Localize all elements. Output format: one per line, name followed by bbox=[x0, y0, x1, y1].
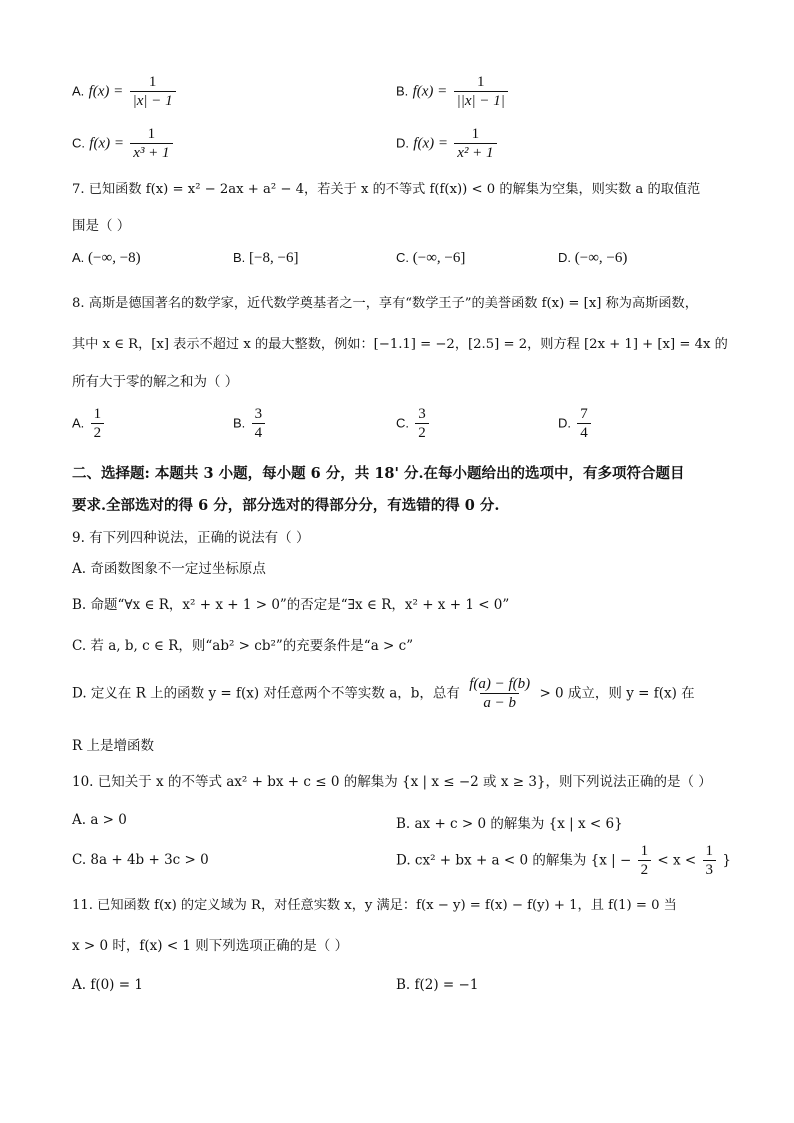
option-text: (−∞, −8) bbox=[88, 250, 141, 266]
q9-option-b: B. 命题“∀x ∈ R，x² + x + 1 > 0”的否定是“∃x ∈ R，x² + x + 1 < 0” bbox=[72, 597, 510, 613]
option-label: A. bbox=[72, 415, 85, 431]
q11-stem-line1: 11. 已知函数 f(x) 的定义域为 R，对任意实数 x，y 满足：f(x − y) = f(x) − f(y) + 1，且 f(1) = 0 当 bbox=[72, 898, 677, 913]
fraction-numerator: 1 bbox=[705, 843, 714, 859]
option-label: D. bbox=[558, 250, 571, 265]
q8-stem-line2: 其中 x ∈ R，[x] 表示不超过 x 的最大整数，例如：[−1.1] = −2，[2.5] = 2，则方程 [2x + 1] + [x] = 4x 的 bbox=[72, 337, 728, 352]
option-text: (−∞, −6) bbox=[574, 250, 628, 266]
option-text: < x < bbox=[657, 852, 697, 869]
option-fraction bbox=[577, 406, 591, 442]
fraction-numerator: 1 bbox=[476, 74, 485, 90]
option-fraction bbox=[130, 74, 176, 110]
option-label: A. bbox=[72, 250, 85, 265]
q10-option-a: A. a > 0 bbox=[72, 812, 127, 828]
fraction-denominator: 2 bbox=[415, 423, 429, 442]
option-label: C. bbox=[396, 415, 409, 431]
q11-option-b: B. f(2) = −1 bbox=[396, 977, 479, 993]
fraction-denominator: x³ + 1 bbox=[130, 143, 172, 162]
fraction-numerator: 1 bbox=[640, 843, 649, 859]
fraction-numerator: 3 bbox=[254, 406, 263, 422]
option-fraction bbox=[454, 74, 508, 110]
q10-option-b: B. ax + c > 0 的解集为 {x | x < 6} bbox=[396, 816, 623, 832]
option-fraction bbox=[638, 843, 652, 879]
option-label: B. bbox=[396, 83, 409, 99]
fraction-numerator: 3 bbox=[418, 406, 426, 422]
q9-option-c: C. 若 a, b, c ∈ R，则“ab² > cb²”的充要条件是“a > c” bbox=[72, 638, 414, 654]
q7-option-b bbox=[233, 250, 298, 267]
option-text: D. cx² + bx + a < 0 的解集为 {x | − bbox=[396, 852, 632, 869]
fraction-numerator: 1 bbox=[147, 126, 156, 142]
option-text: (−∞, −6] bbox=[412, 250, 466, 266]
q7-option-a bbox=[72, 250, 141, 267]
q7-option-d bbox=[558, 250, 627, 267]
q6-option-b bbox=[396, 74, 510, 110]
option-text: D. 定义在 R 上的函数 y = f(x) 对任意两个不等实数 a，b，总有 bbox=[72, 685, 460, 702]
option-label: A. bbox=[72, 83, 85, 99]
fraction-denominator: 4 bbox=[252, 423, 266, 442]
q9-option-a: A. 奇函数图象不一定过坐标原点 bbox=[72, 561, 266, 577]
option-text: } bbox=[722, 852, 731, 869]
option-lhs: f(x) = bbox=[413, 135, 448, 152]
fraction-numerator: 1 bbox=[148, 74, 157, 90]
option-fraction bbox=[703, 843, 717, 879]
option-label: C. bbox=[72, 135, 85, 151]
fraction-numerator: 7 bbox=[580, 406, 588, 422]
q9-option-d bbox=[72, 676, 695, 712]
q9-option-d-line2: R 上是增函数 bbox=[72, 738, 154, 754]
fraction-denominator: a − b bbox=[480, 693, 519, 712]
fraction-denominator: |x| − 1 bbox=[130, 91, 176, 110]
section-header-line2: 要求.全部选对的得 6 分，部分选对的得部分分，有选错的得 0 分. bbox=[72, 497, 500, 514]
q6-option-a bbox=[72, 74, 178, 110]
q8-option-a bbox=[72, 406, 106, 442]
section-header-line1: 二、选择题: 本题共 3 小题，每小题 6 分，共 18' 分.在每小题给出的选项中，有多项符合题目 bbox=[72, 465, 685, 482]
q7-stem-line2: 围是（ ） bbox=[72, 218, 131, 234]
q8-option-c bbox=[396, 406, 431, 442]
q6-option-d bbox=[396, 126, 499, 162]
q8-stem-line3: 所有大于零的解之和为（ ） bbox=[72, 374, 239, 390]
option-lhs: f(x) = bbox=[88, 83, 124, 100]
option-fraction bbox=[130, 126, 172, 162]
q10-option-c: C. 8a + 4b + 3c > 0 bbox=[72, 852, 209, 868]
fraction-numerator: 1 bbox=[93, 406, 102, 422]
option-fraction bbox=[454, 126, 496, 162]
q6-option-c bbox=[72, 126, 175, 162]
fraction-denominator: ||x| − 1| bbox=[454, 91, 508, 110]
q10-option-d bbox=[396, 843, 731, 879]
fraction-denominator: 2 bbox=[91, 423, 105, 442]
difference-quotient-fraction bbox=[466, 676, 533, 712]
fraction-numerator: f(a) − f(b) bbox=[469, 676, 531, 692]
option-text: > 0 成立，则 y = f(x) 在 bbox=[539, 685, 695, 702]
option-lhs: f(x) = bbox=[89, 135, 124, 152]
fraction-denominator: x² + 1 bbox=[454, 143, 496, 162]
q8-option-d bbox=[558, 406, 593, 442]
fraction-denominator: 3 bbox=[703, 860, 717, 879]
q7-stem-line1: 7. 已知函数 f(x) = x² − 2ax + a² − 4，若关于 x 的不等式 f(f(x)) < 0 的解集为空集，则实数 a 的取值范 bbox=[72, 182, 701, 197]
q9-stem: 9. 有下列四种说法，正确的说法有（ ） bbox=[72, 530, 310, 546]
option-label: C. bbox=[396, 250, 409, 265]
q10-stem: 10. 已知关于 x 的不等式 ax² + bx + c ≤ 0 的解集为 {x | x ≤ −2 或 x ≥ 3}，则下列说法正确的是（ ） bbox=[72, 774, 712, 790]
q8-option-b bbox=[233, 406, 267, 442]
option-fraction bbox=[91, 406, 105, 442]
q8-stem-line1: 8. 高斯是德国著名的数学家，近代数学奠基者之一，享有“数学王子”的美誉函数 f(x) = [x] 称为高斯函数， bbox=[72, 296, 698, 311]
option-label: D. bbox=[558, 415, 571, 431]
q11-option-a: A. f(0) = 1 bbox=[72, 977, 143, 993]
q7-option-c bbox=[396, 250, 465, 267]
q11-stem-line2: x > 0 时，f(x) < 1 则下列选项正确的是（ ） bbox=[72, 938, 349, 954]
option-label: B. bbox=[233, 250, 246, 265]
fraction-denominator: 2 bbox=[638, 860, 652, 879]
option-label: B. bbox=[233, 415, 246, 431]
option-fraction bbox=[252, 406, 266, 442]
option-label: D. bbox=[396, 135, 409, 151]
option-lhs: f(x) = bbox=[412, 83, 448, 100]
fraction-denominator: 4 bbox=[577, 423, 591, 442]
option-text: [−8, −6] bbox=[249, 250, 299, 266]
option-fraction bbox=[415, 406, 429, 442]
fraction-numerator: 1 bbox=[471, 126, 480, 142]
